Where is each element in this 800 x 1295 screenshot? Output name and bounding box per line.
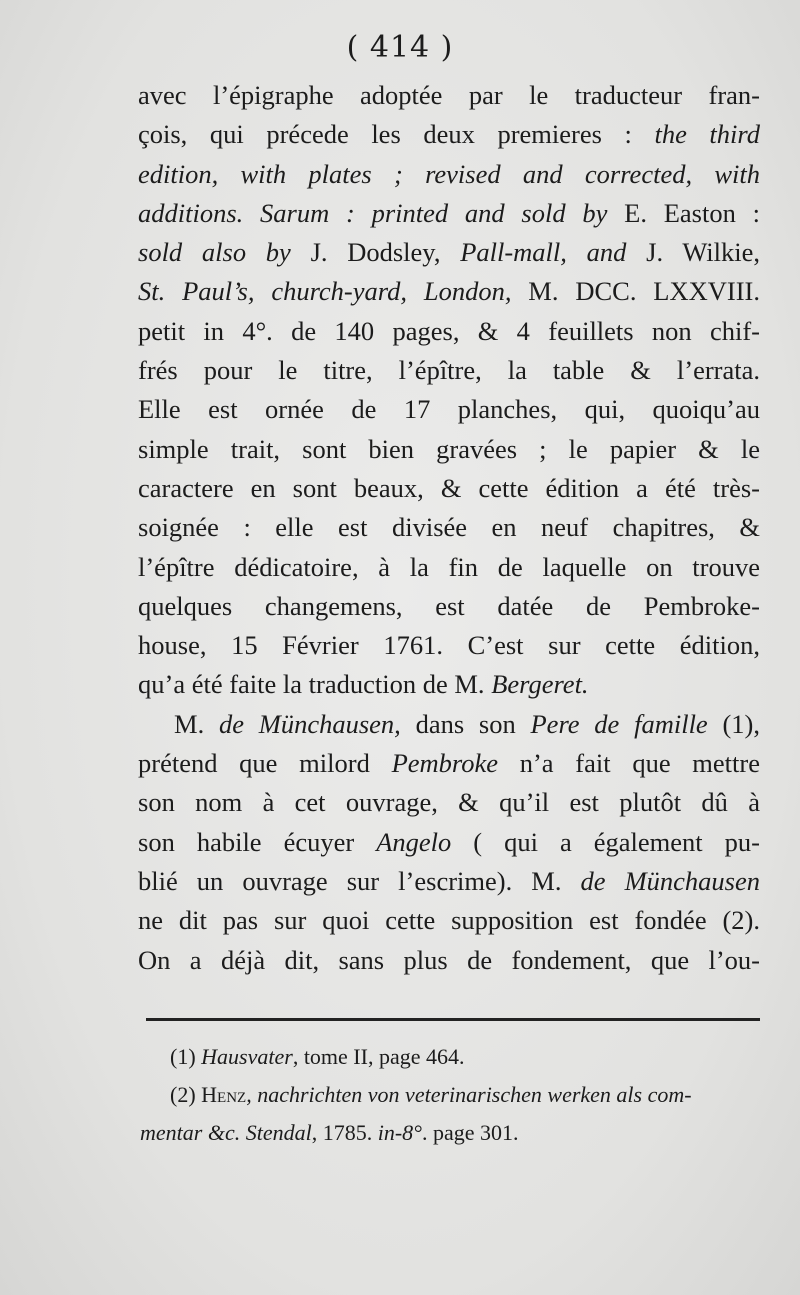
- text-run: mentar &c. Stendal: [140, 1120, 312, 1145]
- text-line: [138, 115, 760, 154]
- text-line: [138, 312, 760, 351]
- text-run: J. Dodsley,: [310, 237, 461, 268]
- text-run: additions. Sarum : printed and sold by: [138, 197, 625, 228]
- text-line: [138, 941, 760, 980]
- text-line: [138, 823, 760, 862]
- text-run: sold also by: [138, 237, 311, 268]
- text-run: in-8°: [377, 1120, 422, 1145]
- text-run: qu’a été faite la traduction de M.: [138, 669, 492, 700]
- text-run: çois, qui précede les deux premieres :: [138, 119, 655, 150]
- text-run: frés pour le titre, l’épître, la table & l’errata.: [138, 355, 760, 386]
- text-run: avec l’épigraphe adoptée par le traducteur fran-: [138, 80, 760, 110]
- text-run: J. Wilkie,: [646, 237, 760, 268]
- text-run: house, 15 Février 1761. C’est sur cette édition,: [138, 630, 760, 661]
- text-run: n’a fait que mettre: [498, 748, 760, 779]
- text-run: blié un ouvrage sur l’escrime). M.: [138, 865, 581, 896]
- footnote-divider: [146, 1018, 760, 1021]
- text-line: [138, 390, 760, 429]
- text-run: ne dit pas sur quoi cette supposition est fondée (2).: [138, 905, 760, 936]
- text-run: edition, with plates ; revised and corrected, with: [138, 158, 760, 189]
- text-line: [138, 194, 760, 233]
- body-text: [138, 76, 760, 980]
- text-run: , nachrichten von veterinarischen werken als com-: [246, 1082, 692, 1107]
- text-run: Pembroke: [391, 748, 499, 779]
- text-run: . page 301.: [421, 1120, 519, 1145]
- text-run: simple trait, sont bien gravées ; le papier & le: [138, 433, 760, 464]
- text-line: [138, 665, 760, 704]
- text-line: [138, 233, 760, 272]
- text-run: Bergeret.: [491, 669, 589, 700]
- text-line: [138, 508, 760, 547]
- text-run: de Münchausen: [580, 865, 760, 896]
- text-run: petit in 4°. de 140 pages, & 4 feuillets non chif-: [138, 315, 760, 346]
- text-run: Angelo: [376, 826, 452, 857]
- text-run: l’épître dédicatoire, à la fin de laquelle on trouve: [138, 551, 760, 582]
- text-run: , 1785.: [311, 1120, 378, 1145]
- text-run: ( qui a également pu-: [451, 826, 760, 857]
- text-run: caractere en sont beaux, & cette édition a été très-: [138, 472, 760, 503]
- text-run: St. Paul’s, church-yard, London,: [138, 276, 529, 307]
- text-run: Elle est ornée de 17 planches, qui, quoiqu’au: [138, 394, 760, 425]
- text-line: [138, 744, 760, 783]
- text-run: quelques changemens, est datée de Pembroke-: [138, 590, 760, 621]
- text-run: (1): [170, 1044, 202, 1069]
- text-line: [138, 626, 760, 665]
- text-run: Hausvater: [201, 1044, 293, 1069]
- text-run: dans son: [400, 708, 531, 739]
- text-run: E. Easton :: [624, 197, 760, 228]
- text-line: [138, 155, 760, 194]
- text-run: son habile écuyer: [138, 826, 377, 857]
- text-line: [138, 705, 760, 744]
- footnote-2: [140, 1076, 760, 1114]
- text-run: (1),: [707, 708, 760, 739]
- footnote-2-continued: [140, 1114, 760, 1152]
- text-run: Pere de famille: [530, 708, 708, 739]
- text-run: M. DCC. LXXVIII.: [528, 276, 760, 307]
- text-run: (2): [170, 1082, 202, 1107]
- text-run: the third: [654, 119, 760, 150]
- text-line: [138, 351, 760, 390]
- text-line: [138, 76, 760, 115]
- footnote-1: [140, 1038, 760, 1076]
- text-run: Henz: [201, 1082, 247, 1107]
- text-run: de Münchausen,: [218, 708, 401, 739]
- text-run: Pall-mall, and: [460, 237, 647, 268]
- text-line: [138, 901, 760, 940]
- text-run: On a déjà dit, sans plus de fondement, que l’ou-: [138, 944, 760, 975]
- text-line: [138, 587, 760, 626]
- text-run: son nom à cet ouvrage, & qu’il est plutôt dû à: [138, 787, 760, 818]
- page-number: ( 414 ): [346, 30, 454, 65]
- text-run: , tome II, page 464.: [292, 1044, 465, 1069]
- text-line: [138, 783, 760, 822]
- text-line: [138, 469, 760, 508]
- footnotes: [140, 1038, 760, 1152]
- text-run: M.: [174, 708, 219, 739]
- text-line: [138, 272, 760, 311]
- text-line: [138, 862, 760, 901]
- text-line: [138, 548, 760, 587]
- text-line: [138, 430, 760, 469]
- text-run: soignée : elle est divisée en neuf chapitres, &: [138, 512, 760, 543]
- text-run: prétend que milord: [138, 748, 392, 779]
